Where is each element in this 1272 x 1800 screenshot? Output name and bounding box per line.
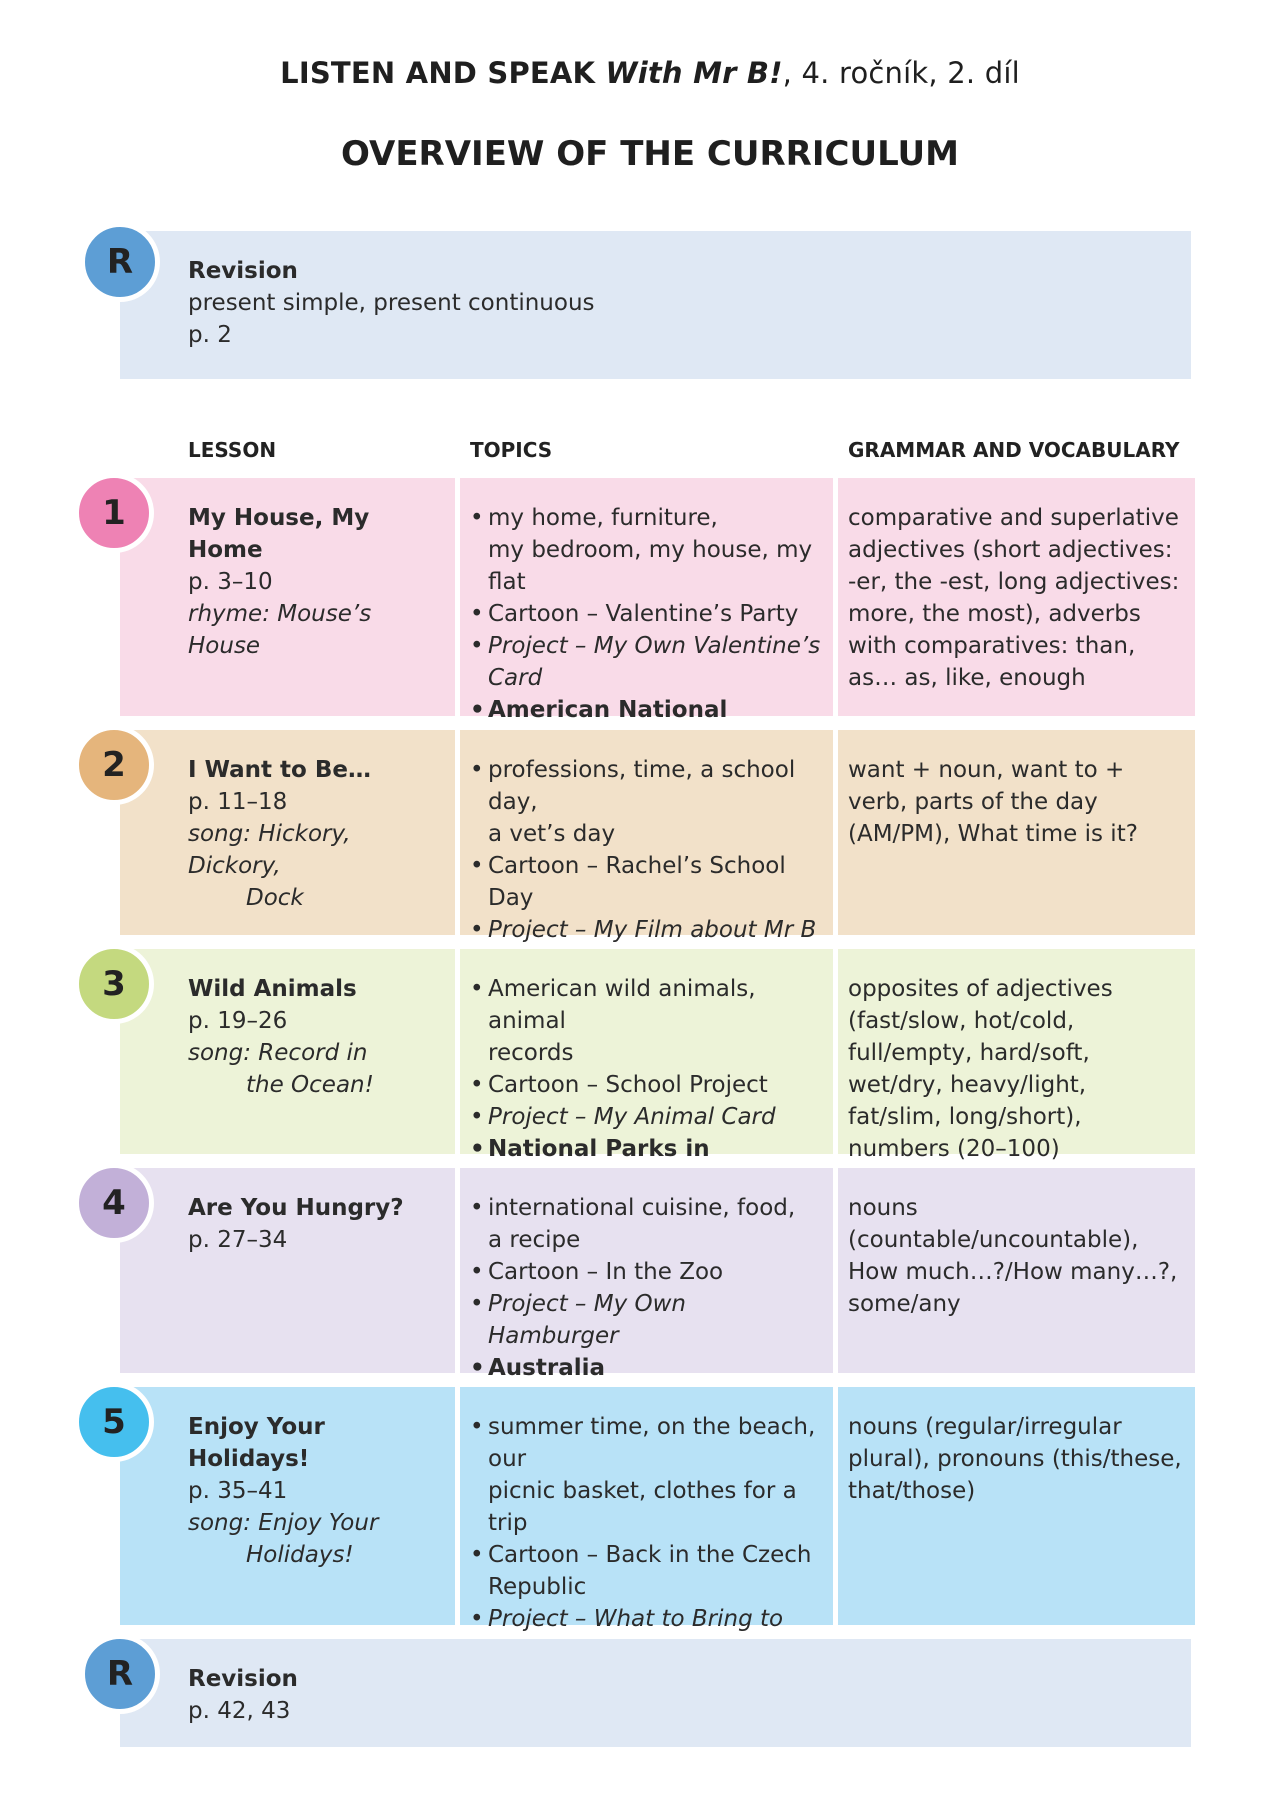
topic-item: • American wild animals, animal records <box>470 973 823 1069</box>
unit-4-badge <box>74 1163 154 1243</box>
lesson-song-cont: Holidays! <box>246 1542 354 1568</box>
unit-1-lesson <box>120 478 455 716</box>
topic-item: • Project – My Animal Card <box>470 1101 823 1133</box>
topic-item: • National Parks in <box>470 1133 823 1197</box>
topic-item: • Cartoon – In the Zoo <box>470 1256 823 1288</box>
revision-badge-letter: R <box>106 242 134 282</box>
unit-3-topics <box>460 949 833 1162</box>
unit-5-grammar: nouns (regular/irregular plural), pronouns (this/these, that/those) <box>838 1387 1195 1625</box>
revision-badge-letter: R <box>106 1654 134 1694</box>
topic-item: • Cartoon – Rachel’s School Day <box>470 850 823 914</box>
topic-item: • Project – My Own Hamburger <box>470 1288 823 1352</box>
topic-item: • summer time, on the beach, our picnic basket, clothes for a trip <box>470 1411 823 1539</box>
topic-item: • Project – My Film about Mr B <box>470 914 823 946</box>
topic-item: • professions, time, a school day, a vet’s day <box>470 754 823 850</box>
unit-1-grammar: comparative and superlative adjectives (short adjectives: -er, the -est, long adjectives: more, the most), adverbs with comparatives: than, as… as, like, enough <box>838 478 1195 716</box>
topic-item: • international cuisine, food, a recipe <box>470 1192 823 1256</box>
unit-number: 1 <box>102 493 126 533</box>
unit-3-badge <box>74 944 154 1024</box>
series-subtitle: With Mr B! <box>605 56 783 90</box>
lesson-song-cont: Dock <box>246 885 304 911</box>
page-title: OVERVIEW OF THE CURRICULUM <box>341 134 959 174</box>
unit-3-lesson <box>120 949 455 1154</box>
unit-number: 5 <box>102 1402 126 1442</box>
lesson-song-cont: the Ocean! <box>246 1072 374 1098</box>
lesson-title: Enjoy Your Holidays! <box>188 1414 325 1472</box>
topic-item: • Cartoon – School Project <box>470 1069 823 1101</box>
page-header <box>0 56 1272 90</box>
revision-title: Revision <box>188 1666 298 1692</box>
column-header-lesson: LESSON <box>188 438 277 462</box>
column-header-grammar: GRAMMAR AND VOCABULARY <box>848 438 1180 462</box>
revision-grammar: present simple, present continuous <box>188 290 595 316</box>
unit-2-badge <box>74 725 154 805</box>
unit-3-grammar: opposites of adjectives (fast/slow, hot/cold, full/empty, hard/soft, wet/dry, heavy/light, fat/slim, long/short), numbers (20–100) <box>838 949 1195 1154</box>
topic-item: • Cartoon – Valentine’s Party <box>470 598 823 630</box>
unit-2-grammar: want + noun, want to + verb, parts of the day (AM/PM), What time is it? <box>838 730 1195 935</box>
revision-badge-bottom <box>80 1634 160 1714</box>
topic-item: • my home, furniture, my bedroom, my house, my flat <box>470 502 823 598</box>
lesson-title: I Want to Be… <box>188 757 371 783</box>
unit-5-badge <box>74 1382 154 1462</box>
unit-5-lesson <box>120 1387 455 1625</box>
unit-number: 2 <box>102 745 126 785</box>
lesson-rhyme: rhyme: Mouse’s House <box>188 601 372 659</box>
lesson-title: My House, My Home <box>188 505 370 563</box>
lesson-song: song: Enjoy Your <box>188 1510 379 1536</box>
revision-title: Revision <box>188 258 298 284</box>
unit-1-badge <box>74 473 154 553</box>
lesson-pages: p. 3–10 <box>188 569 273 595</box>
revision-badge-top <box>80 222 160 302</box>
topic-item: • Australia <box>470 1352 823 1384</box>
unit-5-topics <box>460 1387 833 1632</box>
revision-top-band <box>120 231 1191 379</box>
lesson-pages: p. 11–18 <box>188 789 288 815</box>
revision-bottom-band <box>120 1639 1191 1747</box>
unit-2-topics <box>460 730 833 943</box>
lesson-song: song: Hickory, Dickory, <box>188 821 351 879</box>
lesson-title: Are You Hungry? <box>188 1195 404 1221</box>
revision-page: p. 2 <box>188 322 232 348</box>
unit-number: 3 <box>102 964 126 1004</box>
unit-2-lesson <box>120 730 455 935</box>
unit-4-lesson <box>120 1168 455 1373</box>
unit-4-topics <box>460 1168 833 1381</box>
revision-page: p. 42, 43 <box>188 1698 291 1724</box>
lesson-pages: p. 35–41 <box>188 1478 288 1504</box>
column-header-topics: TOPICS <box>470 438 553 462</box>
topic-item: • Cartoon – Back in the Czech Republic <box>470 1539 823 1603</box>
unit-1-topics <box>460 478 833 723</box>
lesson-pages: p. 27–34 <box>188 1227 288 1253</box>
lesson-title: Wild Animals <box>188 976 357 1002</box>
topic-item: • Project – My Own Valentine’s Card <box>470 630 823 694</box>
unit-number: 4 <box>102 1183 126 1223</box>
lesson-song: song: Record in <box>188 1040 368 1066</box>
topic-item: • American National <box>470 694 823 758</box>
lesson-pages: p. 19–26 <box>188 1008 288 1034</box>
grade-info: , 4. ročník, 2. díl <box>782 56 1020 90</box>
series-name: LISTEN AND SPEAK <box>280 56 596 90</box>
unit-4-grammar: nouns (countable/uncountable), How much…?/How many…?, some/any <box>838 1168 1195 1373</box>
topic-item: • Project – What to Bring to <box>470 1603 823 1667</box>
